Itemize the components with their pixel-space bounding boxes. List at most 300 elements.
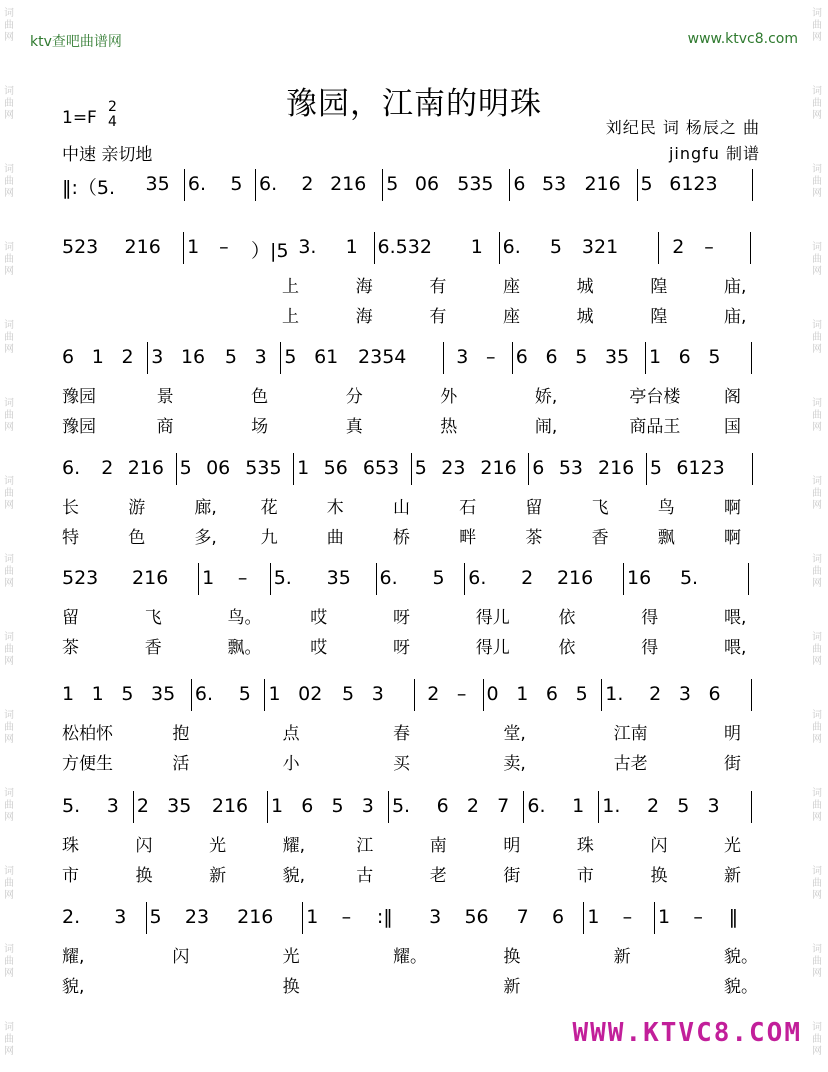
note-group: 3 (678, 683, 691, 705)
bar-line (523, 791, 524, 823)
lyric-word: 场 (251, 417, 269, 437)
footer-logo[interactable]: WWW.KTVC8.COM (572, 1018, 802, 1048)
bar-line (623, 563, 624, 595)
note-group: 1 (202, 567, 215, 589)
bar-line (637, 169, 638, 201)
note-group: 6. (194, 683, 214, 705)
lyric-word: 呀 (393, 638, 410, 658)
watermark-text: 词 曲 网 (4, 320, 14, 355)
lyric-word: 光 (282, 947, 300, 967)
note-group: 6. (468, 567, 487, 589)
note-group: 216 (330, 173, 367, 195)
bar-line (133, 791, 134, 823)
lyric-word: 城 (576, 307, 594, 327)
lyric-word: 上 (282, 277, 299, 297)
lyric-word: 老 (429, 866, 447, 886)
bar-line (388, 791, 389, 823)
note-group: 1 (91, 683, 104, 705)
note-group: 6 (301, 795, 314, 817)
score-row (62, 457, 764, 483)
note-group: 216 (598, 457, 635, 479)
note-group: 3. (298, 236, 317, 258)
bar-line (255, 169, 256, 201)
bar-line (374, 232, 375, 264)
note-group: 1 (345, 236, 358, 258)
watermark-text: 词 曲 网 (4, 242, 14, 277)
note-group: 0 (486, 683, 499, 705)
lyric-word: 鸟 (657, 498, 675, 518)
lyric-word: 阁 (724, 387, 741, 407)
lyric-word: 海 (355, 277, 373, 297)
watermark-text: 词 曲 网 (812, 320, 822, 355)
lyric-word: 廊, (194, 498, 217, 518)
watermark-text: 词 曲 网 (812, 632, 822, 667)
score-row (62, 683, 764, 709)
lyric-word: 豫园 (62, 387, 96, 407)
lyric-word: 哎 (310, 638, 328, 658)
note-group: 216 (480, 457, 517, 479)
bar-line (509, 169, 510, 201)
note-group: 35 (145, 173, 170, 195)
lyric-word: 买 (393, 754, 410, 774)
note-group: 53 (542, 173, 567, 195)
note-group: 5 (386, 173, 399, 195)
note-group: 3 (429, 906, 442, 928)
note-group: 56 (464, 906, 489, 928)
lyric-word: 山 (393, 498, 410, 518)
note-group: 216 (132, 567, 169, 589)
note-group: 216 (556, 567, 594, 589)
bar-line (750, 232, 751, 264)
lyric-line-verse-2 (62, 523, 764, 548)
note-group: 6 (513, 173, 526, 195)
lyric-word: 畔 (459, 528, 477, 548)
note-group: 2 (649, 683, 662, 705)
note-group: – (693, 906, 703, 928)
lyric-word: 珠 (576, 836, 594, 856)
lyric-word: 飘。 (227, 638, 262, 658)
lyric-word: 海 (355, 307, 373, 327)
note-group: 5 (179, 457, 192, 479)
note-group: 5 (708, 346, 721, 368)
note-group: 6 (532, 457, 545, 479)
score-row (62, 346, 764, 372)
tempo-marking: 中速 亲切地 (62, 145, 153, 165)
lyric-word: 城 (576, 277, 594, 297)
bar-line (528, 453, 529, 485)
lyric-word: 貌。 (724, 947, 758, 967)
note-group: 53 (558, 457, 583, 479)
note-group: 5 (342, 683, 355, 705)
note-group: 3 (114, 906, 127, 928)
lyric-word: 商品王 (629, 417, 681, 437)
lyric-word: 庙, (724, 277, 747, 297)
bar-line (601, 679, 602, 711)
watermark-text: 词 曲 网 (812, 788, 822, 823)
lyric-line-verse-1 (62, 603, 764, 628)
lyric-word: 花 (260, 498, 278, 518)
lyric-word: 换 (282, 977, 300, 997)
note-group: 5 (121, 683, 134, 705)
note-group: 2 (427, 683, 440, 705)
watermark-text: 词 曲 网 (4, 866, 14, 901)
song-title: 豫园，江南的明珠 (286, 86, 542, 122)
note-group: 1 (297, 457, 310, 479)
lyric-line-verse-1 (62, 272, 764, 297)
note-group: 653 (362, 457, 400, 479)
bar-line (264, 679, 265, 711)
lyric-word: 桥 (393, 528, 410, 548)
note-group: 6 (678, 346, 691, 368)
credits-arranger: jingfu 制谱 (668, 144, 760, 163)
watermark-text: 词 曲 网 (4, 554, 14, 589)
note-group: 5. (62, 795, 81, 817)
note-group: – (704, 236, 714, 258)
lyric-word: 春 (393, 724, 410, 744)
lyric-word: 真 (345, 417, 363, 437)
lyric-word: 得 (641, 608, 659, 628)
lyric-word: 换 (503, 947, 521, 967)
lyric-word: 得儿 (475, 638, 510, 658)
note-group: 1 (91, 346, 104, 368)
lyric-word: 茶 (525, 528, 543, 548)
note-group: 5 (432, 567, 445, 589)
note-group: – (622, 906, 633, 928)
lyric-word: 飞 (144, 608, 162, 628)
lyric-word: 得儿 (475, 608, 510, 628)
note-group: 3 (371, 683, 384, 705)
note-group: 1 (516, 683, 529, 705)
note-group: 7 (497, 795, 510, 817)
bar-line (184, 169, 185, 201)
note-group: ）|5 (251, 240, 289, 262)
lyric-word: 座 (503, 307, 520, 327)
bar-line (146, 902, 147, 934)
lyric-word: 喂, (724, 608, 747, 628)
bar-line (483, 679, 484, 711)
lyric-word: 热 (440, 417, 458, 437)
note-group: 5. (391, 795, 411, 817)
lyric-word: 庙, (724, 307, 747, 327)
lyric-word: 有 (429, 277, 447, 297)
lyric-word: 有 (429, 307, 447, 327)
note-group: – (341, 906, 352, 928)
note-group: 1 (187, 236, 200, 258)
lyric-word: 明 (724, 724, 741, 744)
watermark-text: 词 曲 网 (812, 86, 822, 121)
watermark-text: 词 曲 网 (812, 866, 822, 901)
site-link-right[interactable]: www.ktvc8.com (687, 31, 798, 47)
note-group: 2354 (358, 346, 407, 368)
time-signature: 2 4 (108, 99, 117, 130)
lyric-line-verse-2 (62, 302, 764, 327)
lyric-word: 闪 (650, 836, 668, 856)
bar-line (411, 453, 412, 485)
note-group: 1 (572, 795, 585, 817)
watermark-text: 词 曲 网 (4, 86, 14, 121)
note-group: 5 (575, 346, 588, 368)
note-group: 6 (515, 346, 528, 368)
lyric-word: 香 (591, 528, 609, 548)
lyric-word: 商 (156, 417, 174, 437)
note-group: 56 (323, 457, 348, 479)
note-group: 6123 (669, 173, 718, 195)
note-group: 1 (587, 906, 600, 928)
note-group: 16 (180, 346, 206, 368)
lyric-word: 多, (194, 528, 217, 548)
lyric-word: 方便生 (62, 754, 113, 774)
lyric-word: 特 (62, 528, 79, 548)
watermark-text: 词 曲 网 (812, 1022, 822, 1057)
note-group: 35 (167, 795, 192, 817)
lyric-word: 耀, (62, 947, 85, 967)
lyric-line-verse-1 (62, 719, 764, 744)
bar-line (464, 563, 465, 595)
lyric-word: 卖, (503, 754, 526, 774)
score-row (62, 173, 764, 199)
note-group: 216 (584, 173, 621, 195)
lyric-word: 茶 (62, 638, 79, 658)
lyric-word: 新 (503, 977, 521, 997)
bar-line (646, 453, 647, 485)
lyric-word: 江 (356, 836, 374, 856)
note-group: 1 (470, 236, 483, 258)
note-group: 6 (436, 795, 449, 817)
lyric-word: 光 (724, 836, 741, 856)
watermark-text: 词 曲 网 (4, 476, 14, 511)
lyric-word: 亭台楼 (629, 387, 681, 407)
lyric-word: 换 (135, 866, 153, 886)
lyric-word: 光 (209, 836, 227, 856)
note-group: 1 (648, 346, 662, 368)
note-group: 06 (206, 457, 231, 479)
note-group: 2 (672, 236, 685, 258)
lyric-word: 新 (209, 866, 227, 886)
note-group: 5 (549, 236, 563, 258)
watermark-text: 词 曲 网 (812, 8, 822, 43)
note-group: – (486, 346, 496, 368)
lyric-word: 珠 (62, 836, 79, 856)
watermark-text: 词 曲 网 (4, 398, 14, 433)
note-group: 5 (149, 906, 162, 928)
bar-line (191, 679, 192, 711)
lyric-word: 貌, (62, 977, 85, 997)
note-group: 5 (640, 173, 653, 195)
lyric-line-verse-2 (62, 633, 764, 658)
site-link-left[interactable]: ktv查吧曲谱网 (30, 34, 122, 50)
note-group: 2 (121, 346, 134, 368)
bar-line (198, 563, 199, 595)
lyric-word: 堂, (503, 724, 526, 744)
watermark-text: 词 曲 网 (4, 710, 14, 745)
note-group: 2 (136, 795, 150, 817)
note-group: 5 (224, 346, 237, 368)
note-group: 2 (521, 567, 534, 589)
note-group: 321 (581, 236, 619, 258)
lyric-line-verse-1 (62, 831, 764, 856)
note-group: 2. (62, 906, 81, 928)
credits-composer: 刘纪民 词 杨辰之 曲 (605, 118, 760, 137)
note-group: 6. (259, 173, 278, 195)
lyric-word: 呀 (393, 608, 410, 628)
note-group: 216 (237, 906, 274, 928)
score-row (62, 795, 764, 821)
watermark-text: 词 曲 网 (4, 8, 14, 43)
lyric-word: 上 (282, 307, 299, 327)
lyric-word: 木 (326, 498, 344, 518)
bar-line (376, 563, 377, 595)
lyric-word: 貌。 (724, 977, 758, 997)
lyric-word: 景 (156, 387, 174, 407)
note-group: 6.532 (377, 236, 432, 258)
note-group: 3 (707, 795, 720, 817)
watermark-text: 词 曲 网 (812, 554, 822, 589)
lyric-line-verse-1 (62, 382, 764, 407)
note-group: 6. (187, 173, 207, 195)
lyric-word: 长 (62, 498, 79, 518)
bar-line (382, 169, 383, 201)
note-group: 23 (184, 906, 210, 928)
note-group: 2 (647, 795, 660, 817)
lyric-word: 豫园 (62, 417, 96, 437)
score-row (62, 236, 764, 262)
lyric-word: 游 (128, 498, 146, 518)
bar-line (414, 679, 415, 711)
bar-line (752, 169, 753, 201)
key-signature: 1=F (62, 108, 97, 128)
bar-line (658, 232, 659, 264)
note-group: 5. (679, 567, 699, 589)
watermark-text: 词 曲 网 (812, 398, 822, 433)
watermark-text: 词 曲 网 (812, 710, 822, 745)
bar-line (654, 902, 655, 934)
note-group: 6. (379, 567, 398, 589)
note-group: 3 (254, 346, 267, 368)
watermark-text: 词 曲 网 (812, 242, 822, 277)
note-group: 6 (552, 906, 565, 928)
note-group: 2 (466, 795, 479, 817)
note-group: – (219, 236, 229, 258)
note-group: 5 (331, 795, 344, 817)
note-group: 216 (211, 795, 249, 817)
watermark-text: 词 曲 网 (4, 632, 14, 667)
note-group: 3 (106, 795, 119, 817)
lyric-word: 市 (62, 866, 79, 886)
lyric-word: 啊 (724, 498, 741, 518)
watermark-text: 词 曲 网 (4, 788, 14, 823)
note-group: 06 (414, 173, 440, 195)
bar-line (645, 342, 646, 374)
lyric-word: 江南 (613, 724, 648, 744)
lyric-word: 飘 (657, 528, 675, 548)
watermark-text: 词 曲 网 (812, 944, 822, 979)
note-group: 5 (284, 346, 297, 368)
note-group: 6 (708, 683, 721, 705)
bar-line (499, 232, 500, 264)
lyric-word: 耀。 (393, 947, 427, 967)
note-group: 6 (545, 683, 558, 705)
bar-line (267, 791, 268, 823)
note-group: 1 (268, 683, 281, 705)
note-group: 3 (456, 346, 469, 368)
note-group: 16 (627, 567, 652, 589)
lyric-word: 活 (172, 754, 190, 774)
bar-line (583, 902, 584, 934)
watermark-text: 词 曲 网 (812, 476, 822, 511)
note-group: 5 (238, 683, 251, 705)
note-group: 1 (658, 906, 671, 928)
bar-line (293, 453, 294, 485)
note-group: 2 (301, 173, 314, 195)
lyric-word: 街 (724, 754, 741, 774)
note-group: 5 (414, 457, 427, 479)
lyric-word: 换 (650, 866, 668, 886)
lyric-word: 得 (641, 638, 659, 658)
lyric-word: 闪 (172, 947, 190, 967)
lyric-word: 喂, (724, 638, 747, 658)
note-group: 1. (602, 795, 621, 817)
lyric-word: 石 (459, 498, 477, 518)
note-group: ‖ (728, 906, 739, 928)
note-group: 3 (151, 346, 164, 368)
bar-line (751, 342, 752, 374)
note-group: 535 (245, 457, 282, 479)
note-group: 2 (101, 457, 114, 479)
lyric-line-verse-2 (62, 861, 764, 886)
lyric-word: 啊 (724, 528, 741, 548)
lyric-word: 街 (503, 866, 521, 886)
note-group: 523 (62, 567, 99, 589)
note-group: 5 (677, 795, 690, 817)
lyric-word: 耀, (282, 836, 306, 856)
note-group: ‖:（5. (62, 177, 116, 199)
bar-line (751, 791, 752, 823)
lyric-word: 新 (724, 866, 741, 886)
note-group: 535 (457, 173, 494, 195)
note-group: 5 (575, 683, 588, 705)
note-group: 6123 (676, 457, 725, 479)
lyric-line-verse-2 (62, 972, 764, 997)
lyric-word: 色 (251, 387, 269, 407)
note-group: 6. (527, 795, 546, 817)
score-row (62, 567, 764, 593)
lyric-word: 依 (558, 608, 576, 628)
lyric-word: 外 (440, 387, 458, 407)
watermark-text: 词 曲 网 (4, 164, 14, 199)
lyric-word: 娇, (534, 387, 558, 407)
note-group: 6 (62, 346, 75, 368)
bar-line (270, 563, 271, 595)
bar-line (751, 679, 752, 711)
lyric-word: 依 (558, 638, 576, 658)
note-group: 6 (545, 346, 558, 368)
note-group: 35 (326, 567, 351, 589)
note-group: – (237, 567, 248, 589)
lyric-word: 闹, (534, 417, 558, 437)
lyric-word: 明 (503, 836, 521, 856)
note-group: 5. (273, 567, 292, 589)
lyric-word: 市 (576, 866, 594, 886)
note-group: 216 (127, 457, 164, 479)
note-group: 6. (62, 457, 81, 479)
bar-line (752, 453, 753, 485)
lyric-word: 九 (260, 528, 278, 548)
bar-line (302, 902, 303, 934)
lyric-word: 南 (429, 836, 447, 856)
lyric-word: 分 (345, 387, 363, 407)
note-group: 523 (62, 236, 99, 258)
bar-line (598, 791, 599, 823)
